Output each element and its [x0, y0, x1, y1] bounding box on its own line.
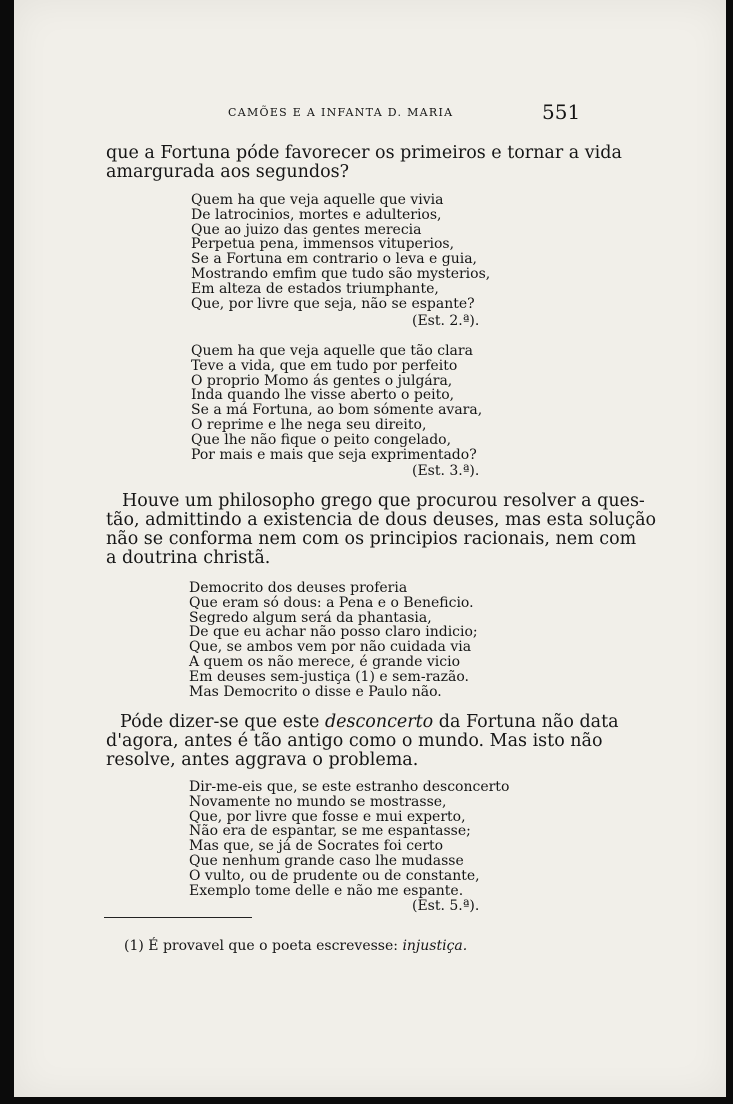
- verse-line: A quem os não merece, é grande vicio: [189, 653, 461, 670]
- footnote: [124, 938, 467, 954]
- verse-line: Que nenhum grande caso lhe mudasse: [189, 852, 464, 869]
- verse-line: Que, por livre que fosse e mui experto,: [189, 808, 466, 825]
- footnote-rule: [104, 917, 252, 918]
- text-span: Póde dizer-se que este: [120, 712, 325, 732]
- footnote-marker: (1): [124, 938, 144, 954]
- text-line: que a Fortuna póde favorecer os primeiros e tornar a vida: [106, 143, 622, 163]
- text-line: resolve, antes aggrava o problema.: [106, 750, 419, 770]
- verse-line: O vulto, ou de prudente ou de constante,: [189, 867, 480, 884]
- text-line: d'agora, antes é tão antigo como o mundo. Mas isto não: [106, 731, 603, 751]
- verse-line: Que, por livre que seja, não se espante?: [191, 295, 475, 312]
- verse-line: Perpetua pena, immensos vituperios,: [191, 236, 455, 253]
- verse-line: Em alteza de estados triumphante,: [191, 280, 439, 297]
- verse-line: De latrocinios, mortes e adulterios,: [191, 206, 442, 223]
- verse-line: Se a má Fortuna, ao bom sómente avara,: [191, 402, 483, 419]
- verse-line: O proprio Momo ás gentes o julgára,: [191, 372, 453, 389]
- text-line: tão, admittindo a existencia de dous deuses, mas esta solução: [106, 510, 657, 530]
- verse-stanza-3: [189, 581, 478, 699]
- footnote-text: É provavel que o poeta escrevesse:: [148, 938, 403, 954]
- text-line: a doutrina christã.: [106, 548, 271, 568]
- verse-line: Mas que, se já de Socrates foi certo: [189, 838, 444, 855]
- verse-line: Quem ha que veja aquelle que vivia: [191, 192, 444, 208]
- verse-line: O reprime e lhe nega seu direito,: [191, 416, 427, 433]
- verse-line: Mas Democrito o disse e Paulo não.: [189, 683, 442, 700]
- running-title: CAMÕES E A INFANTA D. MARIA: [228, 106, 454, 119]
- stanza-reference: (Est. 2.ª).: [412, 313, 480, 329]
- verse-line: Novamente no mundo se mostrasse,: [189, 793, 447, 810]
- text-line: [106, 713, 619, 732]
- footnote-italic: injustiça.: [402, 938, 468, 954]
- verse-line: Em deuses sem-justiça (1) e sem-razão.: [189, 668, 469, 685]
- text-span: da Fortuna não data: [433, 712, 619, 732]
- verse-line: Que ao juizo das gentes merecia: [191, 221, 422, 238]
- verse-stanza-2: [191, 344, 482, 462]
- paragraph-2: [106, 713, 619, 770]
- verse-line: Mostrando emfim que tudo são mysterios,: [191, 265, 491, 282]
- verse-line: Que eram só dous: a Pena e o Beneficio.: [189, 594, 474, 611]
- page-number: 551: [542, 100, 581, 124]
- verse-line: Que lhe não fique o peito congelado,: [191, 431, 452, 448]
- verse-line: Inda quando lhe visse aberto o peito,: [191, 387, 455, 404]
- stanza-reference: (Est. 3.ª).: [412, 463, 480, 479]
- text-line: não se conforma nem com os principios racionais, nem com: [106, 529, 637, 549]
- italic-term: desconcerto: [324, 712, 434, 732]
- verse-line: Quem ha que veja aquelle que tão clara: [191, 343, 473, 359]
- verse-line: Dir-me-eis que, se este estranho desconcerto: [189, 779, 510, 795]
- verse-stanza-4: [189, 780, 509, 898]
- paragraph-1: [106, 492, 656, 568]
- verse-line: Democrito dos deuses proferia: [189, 580, 408, 596]
- intro-text: [106, 144, 622, 182]
- verse-stanza-1: [191, 193, 490, 311]
- verse-line: Por mais e mais que seja exprimentado?: [191, 446, 477, 463]
- verse-line: Se a Fortuna em contrario o leva e guia,: [191, 251, 477, 268]
- text-line: amargurada aos segundos?: [106, 162, 349, 182]
- text-line: Houve um philosopho grego que procurou resolver a ques-: [122, 491, 645, 511]
- stanza-reference: (Est. 5.ª).: [412, 898, 480, 914]
- verse-line: Teve a vida, que em tudo por perfeito: [191, 357, 458, 374]
- verse-line: Segredo algum será da phantasia,: [189, 609, 432, 626]
- verse-line: De que eu achar não posso claro indicio;: [189, 624, 478, 641]
- verse-line: Que, se ambos vem por não cuidada via: [189, 639, 472, 656]
- verse-line: Não era de espantar, se me espantasse;: [189, 823, 471, 840]
- verse-line: Exemplo tome delle e não me espante.: [189, 882, 464, 899]
